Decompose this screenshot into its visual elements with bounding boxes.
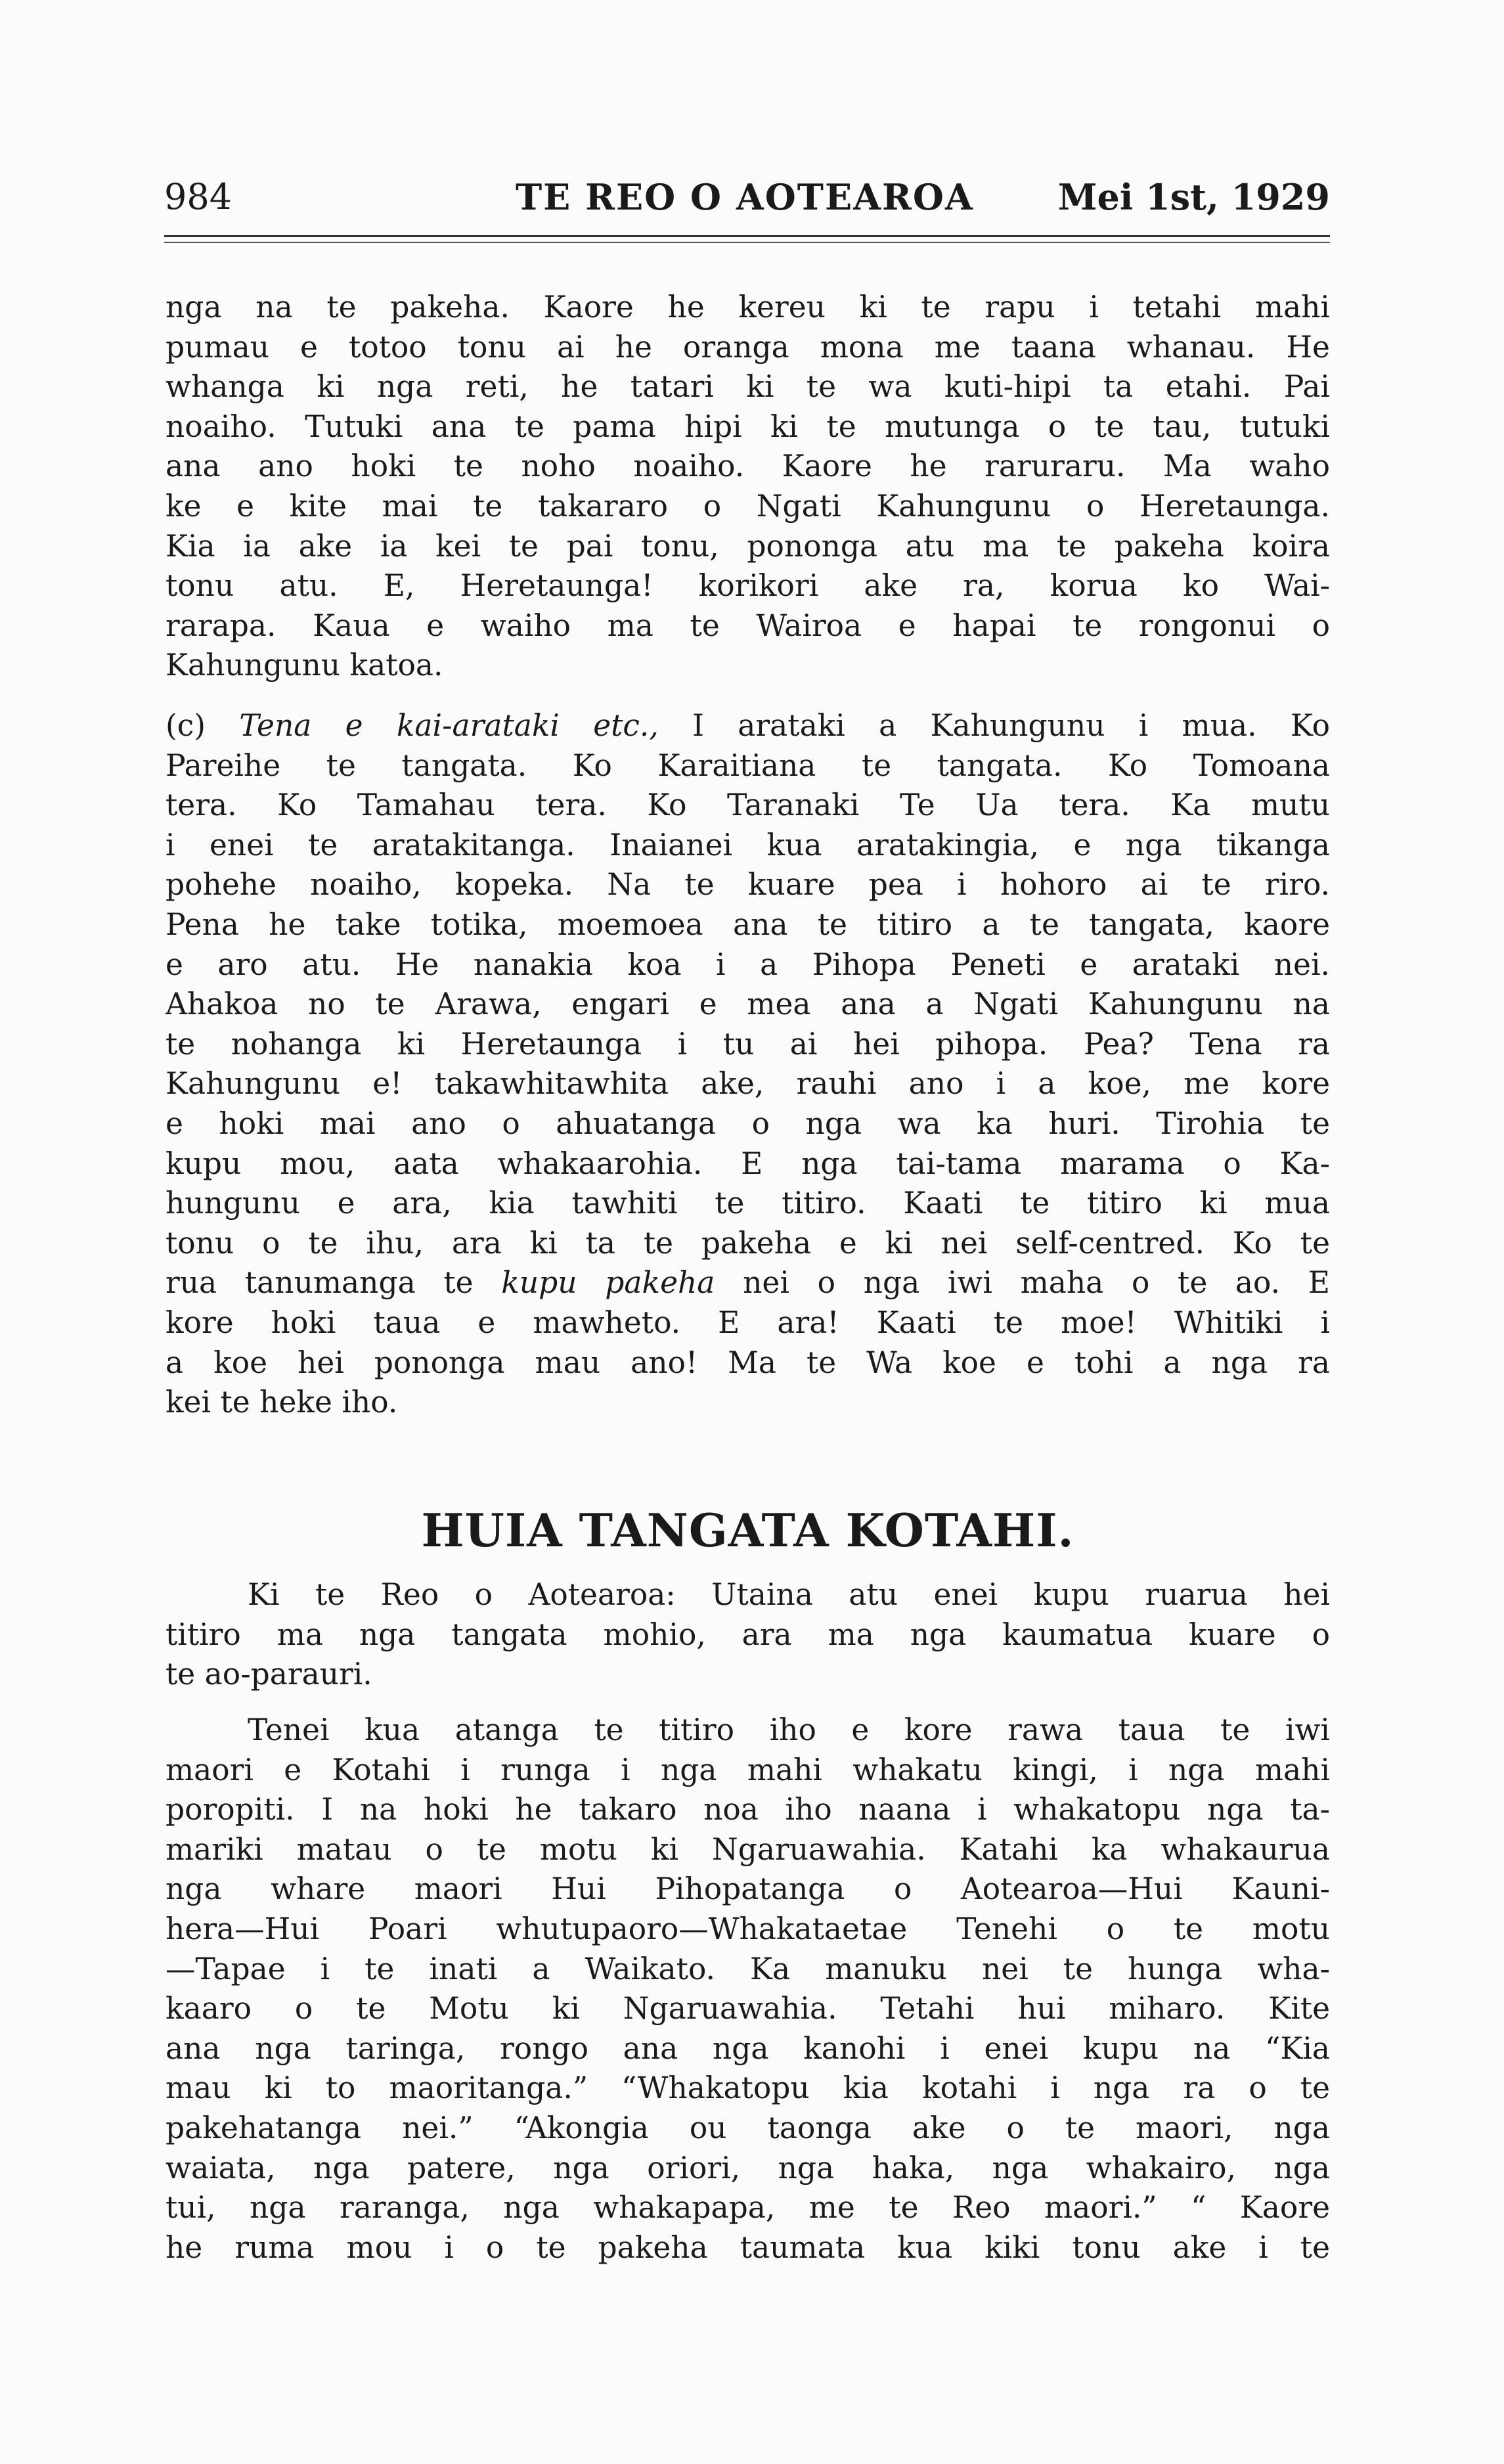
text-line: [166, 706, 1330, 746]
text-line: noaiho. Tutuki ana te pama hipi ki te mutunga o te tau, tutuki: [166, 409, 1330, 444]
text-line: i enei te aratakitanga. Inaianei kua aratakingia, e nga tikanga: [166, 827, 1330, 862]
italic-text: kupu pakeha: [501, 1265, 715, 1301]
running-header: [164, 176, 1330, 229]
text-line: hungunu e ara, kia tawhiti te titiro. Kaati te titiro ki mua: [166, 1186, 1330, 1221]
text-line: —Tapae i te inati a Waikato. Ka manuku nei te hunga wha-: [166, 1951, 1330, 1986]
text-line: Pareihe te tangata. Ko Karaitiana te tangata. Ko Tomoana: [166, 748, 1330, 783]
text-line: whanga ki nga reti, he tatari ki te wa kuti-hipi ta etahi. Pai: [166, 369, 1330, 405]
text-line: kei te heke iho.: [166, 1385, 398, 1420]
text-line: e aro atu. He nanakia koa i a Pihopa Peneti e arataki nei.: [166, 947, 1330, 982]
paragraph-2: [166, 706, 1330, 1423]
page-number: 984: [164, 176, 232, 217]
italic-text: Tena e kai-arataki etc.,: [239, 708, 659, 743]
text-line: mau ki to maoritanga.” “Whakatopu kia kotahi i nga ra o te: [166, 2071, 1330, 2106]
text-line: maori e Kotahi i runga i nga mahi whakatu kingi, i nga mahi: [166, 1752, 1330, 1787]
issue-date: Mei 1st, 1929: [1057, 176, 1330, 218]
text-line: tonu atu. E, Heretaunga! korikori ake ra, korua ko Wai-: [166, 568, 1330, 604]
paragraph-3: [166, 1575, 1330, 1695]
paragraph-1: [166, 288, 1330, 686]
text-line: hera—Hui Poari whutupaoro—Whakataetae Tenehi o te motu: [166, 1911, 1330, 1946]
text-line: Tenei kua atanga te titiro iho e kore rawa taua te iwi: [248, 1713, 1330, 1747]
text-line: titiro ma nga tangata mohio, ara ma nga kaumatua kuare o: [166, 1617, 1330, 1652]
text-line: Kahungunu katoa.: [166, 648, 443, 683]
text-line: he ruma mou i o te pakeha taumata kua kiki tonu ake i te: [166, 2229, 1330, 2265]
header-rule: [164, 235, 1330, 237]
text-line: Ahakoa no te Arawa, engari e mea ana a Ngati Kahungunu na: [166, 987, 1330, 1022]
text-line: waiata, nga patere, nga oriori, nga haka, nga whakairo, nga: [166, 2150, 1330, 2185]
text-line: poropiti. I na hoki he takaro noa iho naana i whakatopu nga ta-: [166, 1792, 1330, 1827]
text-line: tonu o te ihu, ara ki ta te pakeha e ki nei self-centred. Ko te: [166, 1225, 1330, 1261]
text-line: Kia ia ake ia kei te pai tonu, pononga atu ma te pakeha koira: [166, 528, 1330, 564]
text-span: nei o nga iwi maha o te ao. E: [715, 1265, 1330, 1301]
text-line: ana nga taringa, rongo ana nga kanohi i enei kupu na “Kia: [166, 2030, 1330, 2066]
text-span: rua tanumanga te: [166, 1265, 502, 1301]
text-line: tera. Ko Tamahau tera. Ko Taranaki Te Ua tera. Ka mutu: [166, 788, 1330, 823]
text-span: I arataki a Kahungunu i mua. Ko: [658, 708, 1330, 743]
text-line: nga na te pakeha. Kaore he kereu ki te rapu i tetahi mahi: [166, 290, 1330, 325]
text-line: Ki te Reo o Aotearoa: Utaina atu enei kupu ruarua hei: [248, 1577, 1330, 1612]
text-line: Pena he take totika, moemoea ana te titiro a te tangata, kaore: [166, 907, 1330, 942]
text-line: mariki matau o te motu ki Ngaruawahia. Katahi ka whakaurua: [166, 1831, 1330, 1867]
header-rule-secondary: [164, 242, 1330, 243]
text-line: ke e kite mai te takararo o Ngati Kahungunu o Heretaunga.: [166, 488, 1330, 524]
text-line: Kahungunu e! takawhitawhita ake, rauhi ano i a koe, me kore: [166, 1066, 1330, 1102]
paragraph-4: [166, 1711, 1330, 2268]
text-line: pumau e totoo tonu ai he oranga mona me taana whanau. He: [166, 329, 1330, 365]
text-line: nga whare maori Hui Pihopatanga o Aotearoa—Hui Kauni-: [166, 1871, 1330, 1907]
text-line: tui, nga raranga, nga whakapapa, me te Reo maori.” “ Kaore: [166, 2190, 1330, 2226]
text-line: pakehatanga nei.” “Akongia ou taonga ake o te maori, nga: [166, 2110, 1330, 2145]
text-line: e hoki mai ano o ahuatanga o nga wa ka huri. Tirohia te: [166, 1106, 1330, 1141]
text-line: a koe hei pononga mau ano! Ma te Wa koe e tohi a nga ra: [166, 1345, 1330, 1380]
text-line: te ao-parauri.: [166, 1657, 372, 1692]
text-line: rarapa. Kaua e waiho ma te Wairoa e hapai te rongonui o: [166, 608, 1330, 643]
text-line: kupu mou, aata whakaarohia. E nga tai-tama marama o Ka-: [166, 1146, 1330, 1181]
text-line: kaaro o te Motu ki Ngaruawahia. Tetahi hui miharo. Kite: [166, 1991, 1330, 2027]
text-line: te nohanga ki Heretaunga i tu ai hei pihopa. Pea? Tena ra: [166, 1026, 1330, 1062]
text-line: [166, 1263, 1330, 1303]
publication-title: TE REO O AOTEAROA: [516, 176, 974, 218]
text-line: ana ano hoki te noho noaiho. Kaore he raruraru. Ma waho: [166, 449, 1330, 484]
text-line: pohehe noaiho, kopeka. Na te kuare pea i hohoro ai te riro.: [166, 867, 1330, 903]
text-line: kore hoki taua e mawheto. E ara! Kaati te moe! Whitiki i: [166, 1305, 1330, 1340]
text-span: (c): [166, 708, 240, 743]
section-heading: HUIA TANGATA KOTAHI.: [421, 1504, 1074, 1557]
